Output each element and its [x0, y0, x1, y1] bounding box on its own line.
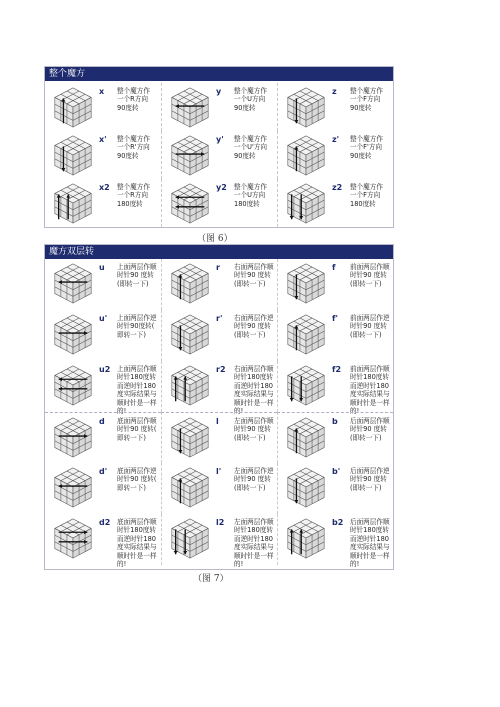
move-code: b: [332, 417, 338, 426]
move-cell: [161, 463, 277, 514]
cube-diagram: [168, 363, 212, 411]
move-description: 上面两层作逆 时针90度转( 即转一下): [117, 314, 157, 339]
cube-icon: [284, 516, 328, 560]
move-cell: [161, 259, 277, 310]
move-cell: [277, 361, 393, 416]
cube-diagram: [51, 85, 95, 133]
cube-diagram: [284, 312, 328, 360]
double-layer-panel: [44, 244, 394, 570]
move-cell: [45, 83, 161, 131]
move-code: u: [99, 263, 105, 272]
figure-6-caption: （图 6）: [197, 234, 233, 244]
move-description: 后面两层作顺 时针90 度转 (即转一下): [350, 417, 390, 442]
move-code: y': [216, 135, 224, 144]
move-code: x2: [99, 183, 110, 192]
cube-icon: [168, 85, 212, 129]
cube-icon: [284, 312, 328, 356]
move-description: 整个魔方作 一个R方向 180度转: [117, 183, 150, 208]
cube-icon: [168, 181, 212, 225]
cube-diagram: [51, 415, 95, 463]
cube-icon: [284, 415, 328, 459]
move-description: 底面两层作顺 时针180度转 而逆时针180 度实际结果与 顺时针是一样 的!: [117, 518, 157, 569]
move-cell: [277, 412, 393, 463]
move-cell: [277, 179, 393, 227]
move-code: y2: [216, 183, 227, 192]
cube-icon: [284, 261, 328, 305]
cube-diagram: [168, 516, 212, 564]
move-description: 左面两层作顺 时针180度转 而逆时针180 度实际结果与 顺时针是一样 的!: [234, 518, 274, 569]
move-description: 整个魔方作 一个R'方向 90度转: [117, 135, 150, 160]
cube-icon: [284, 181, 328, 225]
cube-diagram: [284, 181, 328, 229]
move-cell: [161, 179, 277, 227]
move-cell: [161, 310, 277, 361]
move-code: f': [332, 314, 338, 323]
cube-icon: [284, 85, 328, 129]
move-code: l': [216, 467, 222, 476]
cube-diagram: [51, 516, 95, 564]
move-code: r2: [216, 365, 226, 374]
move-cell: [277, 83, 393, 131]
cube-icon: [51, 363, 95, 407]
move-code: u2: [99, 365, 111, 374]
move-code: b': [332, 467, 341, 476]
cube-icon: [51, 415, 95, 459]
cube-diagram: [51, 363, 95, 411]
move-description: 上面两层作顺 时针90 度转 (即转一下): [117, 263, 157, 288]
move-code: z': [332, 135, 340, 144]
move-cell: [161, 361, 277, 416]
whole-cube-panel: [44, 66, 394, 228]
move-cell: [45, 361, 161, 416]
move-description: 左面两层作顺 时针90 度转 (即转一下): [234, 417, 274, 442]
move-cell: [45, 179, 161, 227]
move-description: 底面两层作顺 时针90 度转( 即转一下): [117, 417, 157, 442]
cube-icon: [284, 465, 328, 509]
move-cell: [45, 463, 161, 514]
cube-icon: [51, 465, 95, 509]
move-description: 前面两层作逆 时针90 度转 (即转一下): [350, 314, 390, 339]
move-code: d': [99, 467, 108, 476]
move-code: r: [216, 263, 220, 272]
move-code: f: [332, 263, 336, 272]
cube-diagram: [168, 312, 212, 360]
cube-icon: [168, 415, 212, 459]
move-cell: [161, 514, 277, 569]
cube-icon: [51, 133, 95, 177]
move-code: u': [99, 314, 108, 323]
move-description: 上面两层作顺 时针180度转 而逆时针180 度实际结果与 顺时针是一样 的!: [117, 365, 157, 416]
move-description: 左面两层作逆 时针90 度转 (即转一下): [234, 467, 274, 492]
cube-icon: [168, 363, 212, 407]
move-description: 整个魔方作 一个R方向 90度转: [117, 87, 150, 112]
move-description: 右面两层作顺 时针90 度转 (即转一下): [234, 263, 274, 288]
cube-diagram: [284, 465, 328, 513]
move-description: 整个魔方作 一个U方向 180度转: [234, 183, 267, 208]
move-code: d: [99, 417, 105, 426]
move-cell: [45, 310, 161, 361]
move-code: f2: [332, 365, 342, 374]
cube-diagram: [51, 133, 95, 181]
cube-icon: [284, 133, 328, 177]
cube-diagram: [51, 261, 95, 309]
move-description: 整个魔方作 一个F'方向 90度转: [350, 135, 383, 160]
double-layer-title: 魔方双层转: [45, 245, 393, 259]
cube-icon: [168, 133, 212, 177]
move-description: 整个魔方作 一个F方向 90度转: [350, 87, 383, 112]
cube-diagram: [51, 181, 95, 229]
move-code: r': [216, 314, 223, 323]
move-cell: [45, 514, 161, 569]
move-code: l2: [216, 518, 225, 527]
move-cell: [277, 310, 393, 361]
cube-diagram: [284, 85, 328, 133]
cube-icon: [51, 85, 95, 129]
move-description: 底面两层作逆 时针90 度转( 即转一下): [117, 467, 157, 492]
move-cell: [277, 259, 393, 310]
cube-icon: [168, 516, 212, 560]
double-layer-grid: [45, 259, 393, 569]
move-cell: [161, 412, 277, 463]
cube-diagram: [168, 415, 212, 463]
cube-diagram: [284, 516, 328, 564]
cube-icon: [284, 363, 328, 407]
whole-cube-title: 整个魔方: [45, 67, 393, 81]
move-cell: [161, 131, 277, 179]
cube-diagram: [284, 415, 328, 463]
cube-icon: [51, 516, 95, 560]
move-description: 整个魔方作 一个F方向 180度转: [350, 183, 383, 208]
move-cell: [45, 259, 161, 310]
move-code: z2: [332, 183, 343, 192]
cube-icon: [168, 261, 212, 305]
move-description: 前面两层作顺 时针180度转 而逆时针180 度实际结果与 顺时针是一样 的!: [350, 365, 390, 416]
cube-diagram: [284, 261, 328, 309]
figure-7-caption: （图 7）: [193, 574, 229, 584]
cube-icon: [168, 465, 212, 509]
move-description: 后面两层作逆 时针90 度转 (即转一下): [350, 467, 390, 492]
cube-diagram: [51, 465, 95, 513]
move-cell: [45, 131, 161, 179]
cube-diagram: [168, 85, 212, 133]
cube-icon: [168, 312, 212, 356]
cube-diagram: [51, 312, 95, 360]
move-description: 整个魔方作 一个U'方向 90度转: [234, 135, 268, 160]
move-description: 后面两层作顺 时针180度转 而逆时针180 度实际结果与 顺时针是一样 的!: [350, 518, 390, 569]
move-description: 前面两层作顺 时针90 度转 (即转一下): [350, 263, 390, 288]
cube-icon: [51, 181, 95, 225]
move-code: x: [99, 87, 105, 96]
cube-diagram: [168, 261, 212, 309]
move-cell: [161, 83, 277, 131]
move-cell: [277, 131, 393, 179]
move-code: b2: [332, 518, 344, 527]
move-description: 右面两层作顺 时针180度转 而逆时针180 度实际结果与 顺时针是一样 的!: [234, 365, 274, 416]
move-code: z: [332, 87, 337, 96]
cube-diagram: [168, 465, 212, 513]
cube-diagram: [284, 363, 328, 411]
cube-diagram: [168, 133, 212, 181]
move-description: 整个魔方作 一个U方向 90度转: [234, 87, 267, 112]
move-code: l: [216, 417, 219, 426]
cube-icon: [51, 312, 95, 356]
whole-cube-grid: [45, 81, 393, 227]
move-description: 右面两层作逆 时针90 度转 (即转一下): [234, 314, 274, 339]
move-cell: [45, 412, 161, 463]
move-code: y: [216, 87, 222, 96]
move-code: x': [99, 135, 107, 144]
cube-diagram: [168, 181, 212, 229]
cube-diagram: [284, 133, 328, 181]
move-cell: [277, 463, 393, 514]
move-code: d2: [99, 518, 111, 527]
move-cell: [277, 514, 393, 569]
cube-icon: [51, 261, 95, 305]
